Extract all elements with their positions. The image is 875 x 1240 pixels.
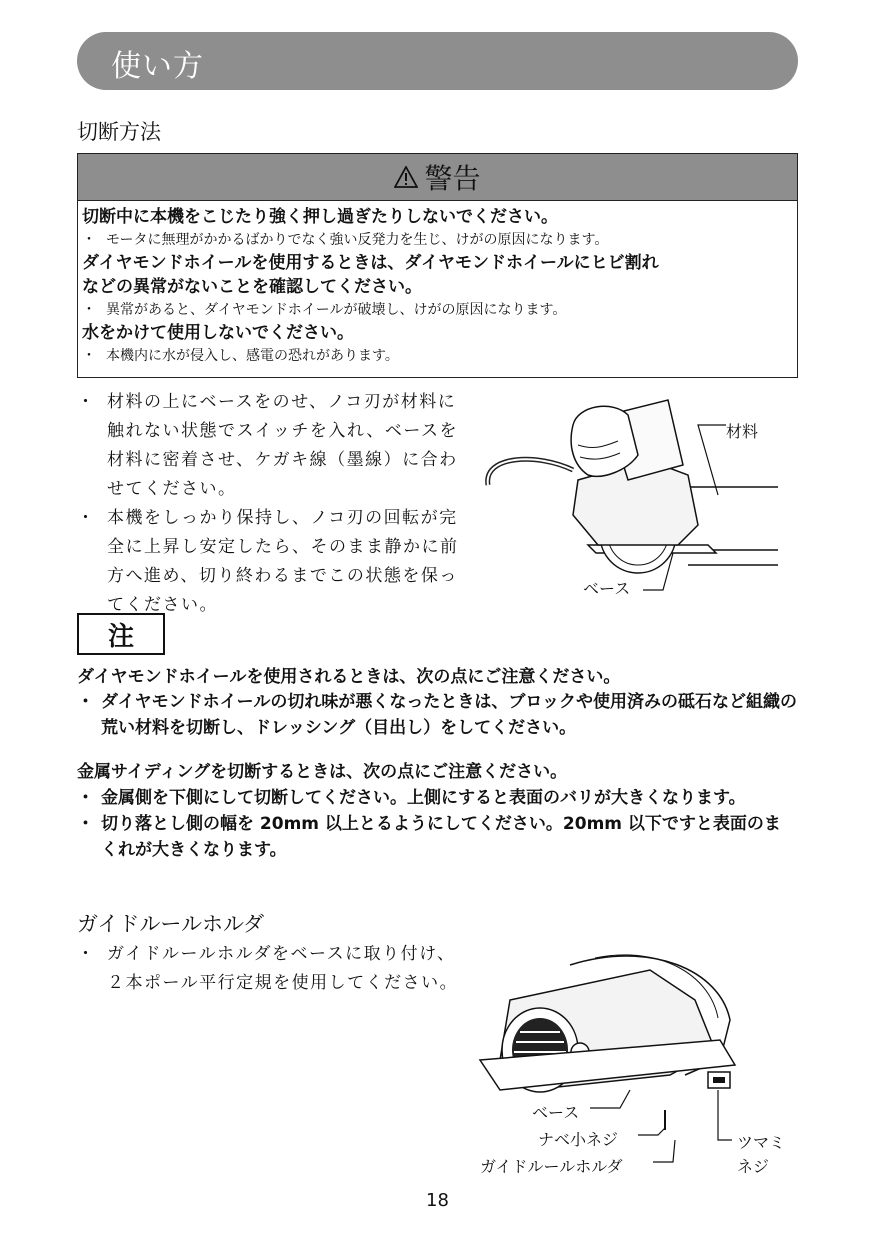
note-diamond-intro: ダイヤモンドホイールを使用されるときは、次の点にご注意ください。: [77, 667, 621, 687]
page-number: 18: [426, 1190, 449, 1211]
list-item: ・ 金属側を下側にして切断してください。上側にすると表面のバリが大きくなります。: [77, 788, 746, 808]
warning-item-bold: 切断中に本機をこじたり強く押し過ぎたりしないでください。: [82, 207, 558, 227]
note-diamond-list: [77, 689, 797, 741]
warning-item-bold: ダイヤモンドホイールを使用するときは、ダイヤモンドホイールにヒビ割れ: [82, 253, 659, 273]
warning-body: [78, 201, 797, 367]
figure2-label-base: ベース: [532, 1103, 580, 1122]
section-title-guide: ガイドルールホルダ: [77, 912, 265, 936]
warning-item-bold: 水をかけて使用しないでください。: [82, 323, 354, 343]
figure-label-base: ベース: [583, 579, 631, 598]
note-label: 注: [107, 621, 134, 652]
warning-item-sub: ・ モータに無理がかかるばかりでなく強い反発力を生じ、けがの原因になります。: [82, 232, 609, 248]
warning-header: [78, 154, 797, 201]
list-item: ・ 材料の上にベースをのせ、ノコ刃が材料に触れない状態でスイッチを入れ、ベースを材料に密着させ、ケガキ線（墨線）に合わせてください。: [77, 392, 458, 499]
figure-guide-holder-illustration: [470, 940, 800, 1180]
warning-item-sub: ・ 本機内に水が侵入し、感電の恐れがあります。: [82, 348, 399, 364]
warning-item-bold: などの異常がないことを確認してください。: [82, 277, 422, 297]
figure2-label-holder: ガイドルールホルダ: [480, 1157, 623, 1176]
note-box: [77, 613, 165, 655]
figure-label-material: 材料: [726, 422, 759, 441]
figure2-label-knob-1: ツマミ: [737, 1133, 786, 1152]
note-siding-list: [77, 785, 797, 863]
section-title-cutting: 切断方法: [77, 120, 161, 144]
list-item: ・ 切り落とし側の幅を 20mm 以上とるようにしてください。20mm 以下ですと表面のまくれが大きくなります。: [77, 814, 781, 860]
list-item: ・ 本機をしっかり保持し、ノコ刃の回転が完全に上昇し安定したら、そのまま静かに前方へ進め、切り終わるまでこの状態を保ってください。: [77, 508, 459, 615]
figure2-label-screw: ナベ小ネジ: [538, 1130, 619, 1149]
figure2-label-knob-2: ネジ: [737, 1157, 770, 1176]
cutting-steps-list: [77, 388, 467, 620]
warning-item-sub: ・ 異常があると、ダイヤモンドホイールが破壊し、けがの原因になります。: [82, 302, 567, 318]
warning-box: [77, 153, 798, 378]
section-header-bar: [77, 32, 798, 90]
list-item: ・ ダイヤモンドホイールの切れ味が悪くなったときは、ブロックや使用済みの砥石など組織の荒い材料を切断し、ドレッシング（目出し）をしてください。: [77, 692, 797, 738]
figure-cutting-illustration: [478, 395, 798, 600]
page-title: 使い方: [111, 49, 204, 84]
note-siding-intro: 金属サイディングを切断するときは、次の点にご注意ください。: [77, 762, 568, 782]
guide-list: [77, 940, 467, 998]
warning-title: 警告: [424, 162, 481, 195]
list-item: ・ ガイドルールホルダをベースに取り付け、２本ポール平行定規を使用してください。: [77, 944, 459, 993]
warning-triangle-icon: [394, 166, 418, 188]
